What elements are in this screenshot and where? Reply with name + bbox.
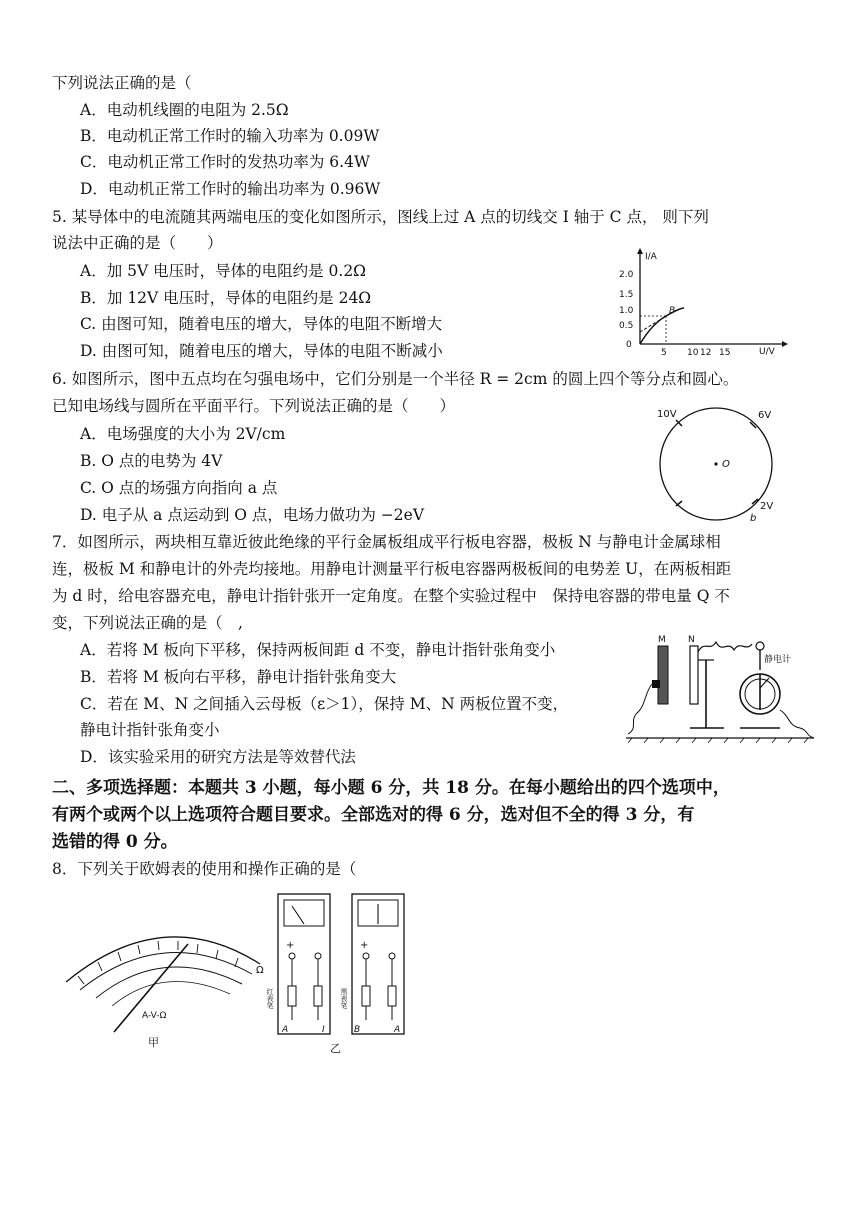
- q4-stem: 下列说法正确的是（: [52, 74, 192, 92]
- q5-y-tick: 1.0: [619, 306, 634, 316]
- q5-x-axis-label: U/V: [759, 347, 775, 357]
- q6-option-b: B. O 点的电势为 4V: [80, 452, 223, 470]
- q5-y-axis-label: I/A: [645, 252, 657, 262]
- q7-capacitor-figure: [624, 630, 816, 744]
- q8-left-plus: +: [286, 940, 295, 951]
- q5-option-d: D. 由图可知，随着电压的增大，导体的电阻不断减小: [80, 342, 443, 360]
- q7-option-c-cont: 静电计指针张角变小: [80, 721, 220, 739]
- q8-fig-jia-label: 甲: [148, 1036, 159, 1049]
- q8-omega-label: Ω: [256, 965, 264, 976]
- q5-y-tick: 1.5: [619, 290, 634, 300]
- q7-stem-line4: 变，下列说法正确的是（ ,: [52, 614, 243, 632]
- q6-label-b: b: [750, 513, 757, 524]
- q5-stem-line2: 说法中正确的是（ ）: [52, 234, 223, 252]
- section2-line3: 选错的得 0 分。: [52, 832, 178, 852]
- q8-left-red-pen: 红表笔: [266, 988, 274, 1009]
- q5-origin: 0: [626, 340, 632, 350]
- q6-label-o: O: [722, 459, 730, 470]
- q7-option-d: D．该实验采用的研究方法是等效替代法: [80, 748, 356, 766]
- q5-x-tick: 5: [661, 348, 667, 358]
- q5-y-tick: 0.5: [619, 321, 634, 331]
- q5-x-tick: 15: [719, 348, 731, 358]
- q7-stem-line2: 连，极板 M 和静电计的外壳均接地。用静电计测量平行板电容器两极板间的电势差 U，在两板相距: [52, 560, 732, 578]
- q4-option-d: D．电动机正常工作时的输出功率为 0.96W: [80, 180, 381, 198]
- q5-point-b: B: [669, 306, 676, 316]
- q8-stem: 8．下列关于欧姆表的使用和操作正确的是（: [52, 860, 357, 878]
- q8-right-plus: +: [360, 940, 369, 951]
- q6-stem-line2: 已知电场线与圆所在平面平行。下列说法正确的是（ ）: [52, 397, 456, 415]
- q4-option-b: B．电动机正常工作时的输入功率为 0.09W: [80, 127, 380, 145]
- q8-right-black-pen: 黑表笔: [340, 988, 348, 1009]
- section2-line2: 有两个或两个以上选项符合题目要求。全部选对的得 6 分，选对但不全的得 3 分，有: [52, 805, 695, 825]
- q5-y-tick: 2.0: [619, 270, 634, 280]
- q6-label-2v: 2V: [760, 501, 774, 512]
- q4-option-c: C．电动机正常工作时的发热功率为 6.4W: [80, 153, 370, 171]
- q4-option-a: A．电动机线圈的电阻为 2.5Ω: [80, 101, 289, 119]
- q7-option-b: B．若将 M 板向右平移，静电计指针张角变大: [80, 668, 397, 686]
- q6-label-6v: 6V: [758, 410, 772, 421]
- q5-option-b: B．加 12V 电压时，导体的电阻约是 24Ω: [80, 289, 372, 307]
- q5-stem-line1: 5. 某导体中的电流随其两端电压的变化如图所示，图线上过 A 点的切线交 I 轴于 C 点， 则下列: [52, 208, 709, 226]
- q7-label-meter: 静电计: [764, 655, 792, 665]
- q6-option-c: C. O 点的场强方向指向 a 点: [80, 479, 278, 497]
- q7-option-c: C．若在 M、N 之间插入云母板（ε＞1），保持 M、N 两板位置不变，: [80, 695, 569, 713]
- q8-dial-label: A-V-Ω: [142, 1011, 167, 1021]
- q5-x-tick: 10: [687, 348, 699, 358]
- q8-dial-figure: [58, 900, 268, 1050]
- q8-meters-figure: [266, 890, 416, 1056]
- q7-stem-line1: 7．如图所示，两块相互靠近彼此绝缘的平行金属板组成平行板电容器，极板 N 与静电计金属球相: [52, 533, 721, 551]
- q7-stem-line3: 为 d 时，给电容器充电，静电计指针张开一定角度。在整个实验过程中 保持电容器的带电量 Q 不: [52, 587, 730, 605]
- q7-label-m: M: [658, 635, 666, 645]
- q8-right-a: A: [394, 1025, 401, 1035]
- q8-fig-yi-label: 乙: [330, 1042, 341, 1055]
- q5-option-c: C. 由图可知，随着电压的增大，导体的电阻不断增大: [80, 315, 443, 333]
- q8-right-b: B: [354, 1025, 361, 1035]
- q6-label-10v: 10V: [657, 409, 677, 420]
- q5-iu-graph: [612, 246, 792, 362]
- q5-option-a: A．加 5V 电压时，导体的电阻约是 0.2Ω: [80, 262, 367, 280]
- q5-x-tick: 12: [700, 348, 712, 358]
- q8-left-i: I: [322, 1025, 325, 1035]
- q7-label-n: N: [688, 635, 695, 645]
- q6-stem-line1: 6. 如图所示，图中五点均在匀强电场中，它们分别是一个半径 R = 2cm 的圆上四个等分点和圆心。: [52, 370, 739, 388]
- q6-option-d: D. 电子从 a 点运动到 O 点，电场力做功为 −2eV: [80, 506, 425, 524]
- q6-circle-figure: [646, 404, 786, 526]
- q7-option-a: A．若将 M 板向下平移，保持两板间距 d 不变，静电计指针张角变小: [80, 641, 556, 659]
- q6-option-a: A．电场强度的大小为 2V/cm: [80, 425, 286, 443]
- q8-left-a: A: [282, 1025, 289, 1035]
- section2-line1: 二、多项选择题：本题共 3 小题，每小题 6 分，共 18 分。在每小题给出的四个选项中，: [52, 778, 730, 798]
